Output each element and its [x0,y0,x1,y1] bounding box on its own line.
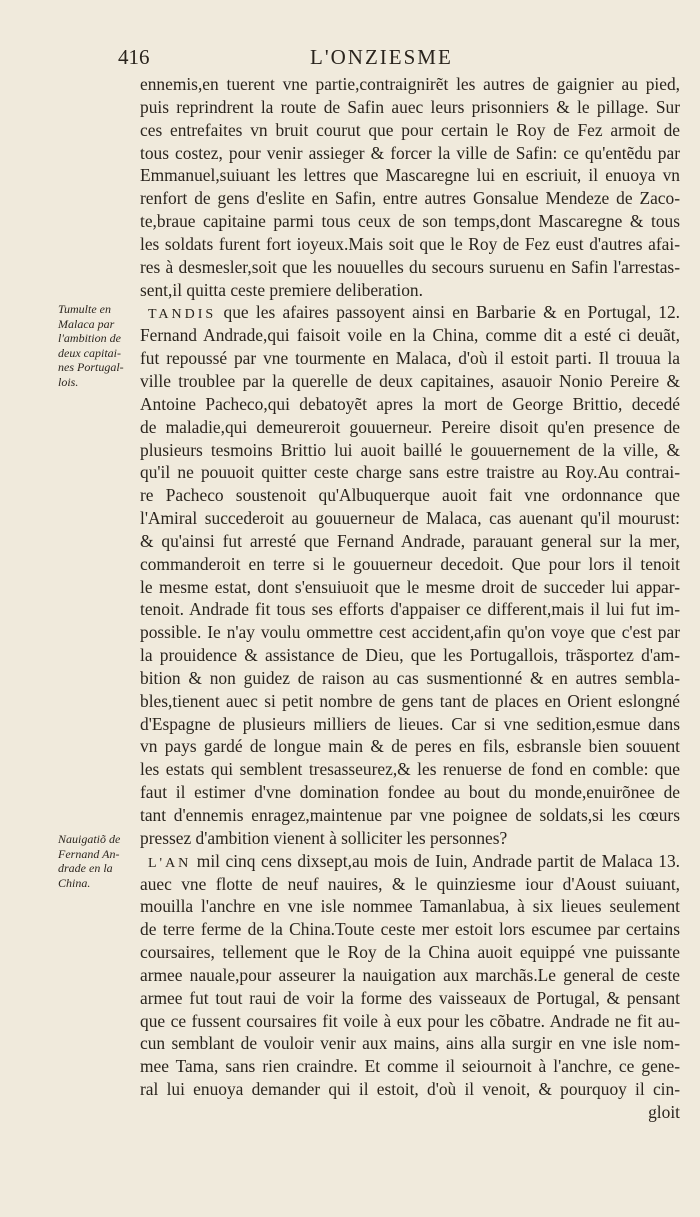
text-line: tous costez, pour venir assieger & forcer la ville de Safin: ce qu'entẽdu par [140,142,680,163]
margin-note-line: Fernand An- [58,846,120,861]
text-line: ral lui enuoya demander qui il estoit, d'où il venoit, & pourquoy il cin- [140,1079,680,1100]
margin-note-line: drade en la [58,861,113,875]
text-line: te,braue capitaine parmi tous ceux de son temps,dont Mascaregne & tous [140,211,680,232]
margin-note-line: deux capitai- [58,345,121,360]
text-line: cun semblant de vouloir venir aux mains, ains alla surgir en vne isle nom- [140,1033,680,1054]
text-line: plusieurs tesmoins Brittio lui auoit baillé le gouuernement de la ville, & [140,439,680,460]
text-line: sent,il quitta ceste premiere deliberation. [140,279,423,300]
margin-note-line: Malaca par [58,316,115,331]
paragraph-first-line [140,301,680,324]
text-line: ces entrefaites vn bruit courut que pour certain le Roy de Fez armoit de [140,119,680,140]
catchword: gloit [648,1101,680,1122]
text-line: vn pays gardé de longue main & de peres en fils, esbransle bien souuent [140,736,680,757]
paragraph-first-line [140,850,680,873]
text-line: ville troublee par la querelle de deux capitaines, asauoir Nonio Pereire & [140,370,680,391]
text-line: mee Tama, sans rien craindre. Et comme il seiournoit à l'anchre, ce gene- [140,1056,680,1077]
text-line: bles,tienent auec si petit nombre de gens tant de places en Orient eslongné [140,690,680,711]
text-line: de maladie,qui demeureroit gouuerneur. Pereire disoit qu'en presence de [140,416,680,437]
margin-note-line: lois. [58,374,79,389]
margin-note-line: l'ambition de [58,331,121,345]
text-line: auec vne flotte de neuf nauires, & le quinziesme iour d'Aoust suiuant, [140,873,680,894]
text-line: l'Amiral succederoit au gouuerneur de Malaca, cas auenant qu'il mourust: [140,508,680,529]
text-line: pressez d'ambition vienent à solliciter les personnes? [140,827,508,848]
text-line: puis reprindrent la route de Safin auec leurs prisonniers & le pillage. Sur [140,96,680,117]
text-line: possible. Ie n'ay voulu ommettre cest accident,afin qu'on voye que c'est par [140,622,680,643]
text-line-rest: mil cinq cens dixsept,au mois de Iuin, Andrade partit de Malaca 13. [191,850,680,871]
text-line: tant d'ennemis enragez,maintenue par vne poignee de soldats,si les cœurs [140,805,680,825]
text-line: & qu'ainsi fut arresté que Fernand Andrade, parauant general sur la mer, [140,530,680,551]
text-line: les estats qui semblent tresasseurez,& les renuerse de fond en comble: que [140,759,680,780]
text-line: Antoine Pacheco,qui debatoyẽt apres la mort de George Brittio, decedé [140,393,680,414]
margin-note-line: Tumulte en [58,302,111,316]
text-line: tenoit. Andrade fit tous ses efforts d'appaiser ce different,mais il lui fut im- [140,599,680,620]
running-title: L'ONZIESME [310,45,453,69]
text-line: renfort de gens d'eslite en Safin, entre autres Gonsalue Mendeze de Zaco- [140,188,680,209]
text-line: qu'il ne pouuoit quitter ceste charge sans estre traistre au Roy.Au contrai- [140,462,680,483]
margin-note-tumult [58,302,140,389]
text-line: mouilla l'anchre en vne isle nommee Tamanlabua, à six lieues seulement [140,896,680,917]
text-line: faut il estimer d'vne domination fondee au bout du monde,enuirõnee de [140,782,680,803]
margin-note-line: China. [58,875,91,890]
text-line: ennemis,en tuerent vne partie,contraignirẽt les autres de gaignier au pied, [140,74,680,94]
text-line: le mesme estat, dont s'ensuiuoit que le mesme droit de succeder lui appar- [140,576,680,597]
text-line: armee nauale,pour asseurer la nauigation aux marchãs.Le general de ceste [140,964,680,985]
text-line: fut repoussé par vne tourmente en Malaca, d'où il estoit parti. Il trouua la [140,348,680,369]
text-line: res à desmesler,soit que les nouuelles du secours suruenu en Safin l'arrestas- [140,256,680,277]
page-header [118,44,598,70]
page-number: 416 [118,45,150,69]
opening-word: TANDIS [148,307,217,323]
text-line: re Pacheco soustenoit qu'Albuquerque auoit fait vne ordonnance que [140,485,680,506]
opening-word: L'AN [148,855,192,871]
margin-note-line: Nauigatiõ de [58,832,121,846]
text-line: bition & non guidez de raison au cas susmentionné & en autres sembla- [140,667,680,688]
margin-note-line: nes Portugal- [58,360,124,374]
text-line: commanderoit en terre si le gouuerneur decedoit. Que pour lors il tenoit [140,553,680,574]
text-line: la prouidence & assistance de Dieu, que les Portugallois, trãsportez d'am- [140,645,680,666]
margin-note-navigation [58,832,140,890]
main-text [140,73,680,1124]
text-line: Fernand Andrade,qui faisoit voile en la China, comme dit a esté ci deuãt, [140,325,680,346]
text-line: d'Espagne de plusieurs milliers de lieues. Car si vne sedition,esmue dans [140,713,680,734]
text-line: que ce fussent coursaires fit voile à eux pour les cõbatre. Andrade ne fit au- [140,1010,680,1031]
text-line: armee fut tout raui de voir la forme des vaisseaux de Portugal, & pensant [140,987,680,1008]
text-line: coursaires, tellement que le Roy de la China auoit equippé vne puissante [140,942,680,963]
text-line-rest: que les afaires passoyent ainsi en Barbarie & en Portugal, 12. [216,302,680,323]
text-line: Emmanuel,suiuant les lettres que Mascaregne lui en escriuit, il enuoya vn [140,165,680,186]
text-line: de terre ferme de la China.Toute ceste mer estoit lors escumee par certains [140,919,680,940]
text-line: les soldats furent fort ioyeux.Mais soit que le Roy de Fez eust d'autres afai- [140,233,680,254]
